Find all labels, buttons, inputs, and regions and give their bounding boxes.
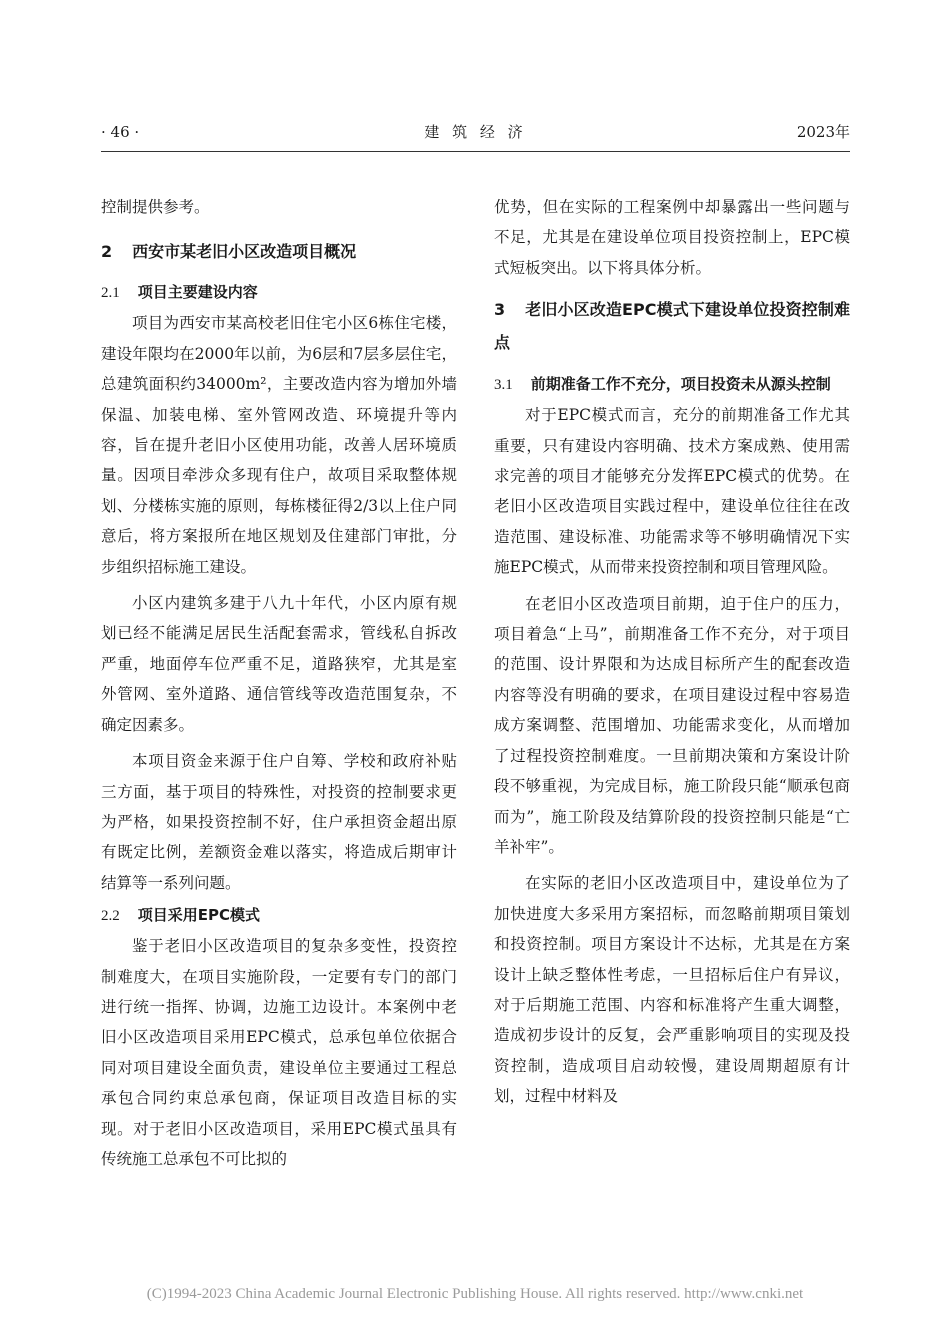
paragraph: 控制提供参考。 (101, 198, 210, 216)
section-number: 2 (101, 242, 113, 262)
paragraph: 在老旧小区改造项目前期，迫于住户的压力，项目着急“上马”，前期准备工作不充分，对于项目的范围、设计界限和为达成目标所产生的配套改造内容等没有明确的要求，在项目建设过程中容易造成方案调整、范围增加、功能需求变化，从而增加了过程投资控制难度。一旦前期决策和方案设计阶段不够重视，为完成目标，施工阶段只能“顺承包商而为”，施工阶段及结算阶段的投资控制只能是“亡羊补牢”。 (494, 594, 850, 856)
right-column (494, 192, 850, 1112)
paragraph: 对于EPC模式而言，充分的前期准备工作尤其重要，只有建设内容明确、技术方案成熟、使用需求完善的项目才能够充分发挥EPC模式的优势。在老旧小区改造项目实践过程中，建设单位往往在改造范围、建设标准、功能需求等不够明确情况下实施EPC模式，从而带来投资控制和项目管理风险。 (494, 406, 850, 577)
subsection-number: 2.2 (101, 908, 120, 925)
section-heading-2 (101, 236, 457, 267)
subsection-heading-3-1 (494, 369, 850, 400)
header-rule (101, 151, 850, 152)
subsection-title: 项目主要建设内容 (137, 283, 258, 302)
subsection-number: 3.1 (494, 377, 513, 394)
paragraph: 鉴于老旧小区改造项目的复杂多变性，投资控制难度大，在项目实施阶段，一定要有专门的部门进行统一指挥、协调，边施工边设计。本案例中老旧小区改造项目采用EPC模式，总承包单位依据合同对项目建设全面负责，建设单位主要通过工程总承包合同约束总承包商，保证项目改造目标的实现。对于老旧小区改造项目，采用EPC模式虽具有传统施工总承包不可比拟的 (101, 937, 457, 1168)
left-column (101, 192, 457, 1174)
section-heading-3 (494, 293, 850, 359)
paragraph: 本项目资金来源于住户自筹、学校和政府补贴三方面，基于项目的特殊性，对投资的控制要求更为严格，如果投资控制不好，住户承担资金超出原有既定比例，差额资金难以落实，将造成后期审计结算等一系列问题。 (101, 752, 457, 892)
page-number: · 46 · (101, 123, 140, 141)
journal-title: 建 筑 经 济 (424, 123, 527, 141)
subsection-heading-2-1 (101, 277, 457, 308)
paragraph: 项目为西安市某高校老旧住宅小区6栋住宅楼，建设年限均在2000年以前，为6层和7层多层住宅，总建筑面积约34000m²，主要改造内容为增加外墙保温、加装电梯、室外管网改造、环境提升等内容，旨在提升老旧小区使用功能，改善人居环境质量。因项目牵涉众多现有住户，故项目采取整体规划、分楼栋实施的原则，每栋楼征得2/3以上住户同意后，将方案报所在地区规划及住建部门审批，分步组织招标施工建设。 (101, 314, 457, 576)
subsection-number: 2.1 (101, 285, 120, 302)
subsection-title: 前期准备工作不充分，项目投资未从源头控制 (530, 375, 831, 394)
paragraph: 小区内建筑多建于八九十年代，小区内原有规划已经不能满足居民生活配套需求，管线私自拆改严重，地面停车位严重不足，道路狭窄，尤其是室外管网、室外道路、通信管线等改造范围复杂，不确定因素多。 (101, 594, 457, 734)
copyright-footer: (C)1994-2023 China Academic Journal Electronic Publishing House. All rights reserved. http://www.cnki.net (146, 1286, 804, 1302)
section-title: 老旧小区改造EPC模式下建设单位投资控制难点 (494, 300, 850, 353)
section-number: 3 (494, 300, 506, 320)
paragraph: 在实际的老旧小区改造项目中，建设单位为了加快进度大多采用方案招标，而忽略前期项目策划和投资控制。项目方案设计不达标，尤其是在方案设计上缺乏整体性考虑，一旦招标后住户有异议，对于后期施工范围、内容和标准将产生重大调整，造成初步设计的反复，会严重影响项目的实现及投资控制，造成项目启动较慢，建设周期超原有计划，过程中材料及 (494, 874, 850, 1106)
subsection-title: 项目采用EPC模式 (137, 906, 260, 925)
subsection-heading-2-2 (101, 900, 457, 931)
page-header (101, 120, 850, 144)
section-title: 西安市某老旧小区改造项目概况 (132, 242, 357, 262)
paragraph: 优势，但在实际的工程案例中却暴露出一些问题与不足，尤其是在建设单位项目投资控制上，EPC模式短板突出。以下将具体分析。 (494, 198, 850, 277)
publication-year: 2023年 (796, 123, 850, 141)
